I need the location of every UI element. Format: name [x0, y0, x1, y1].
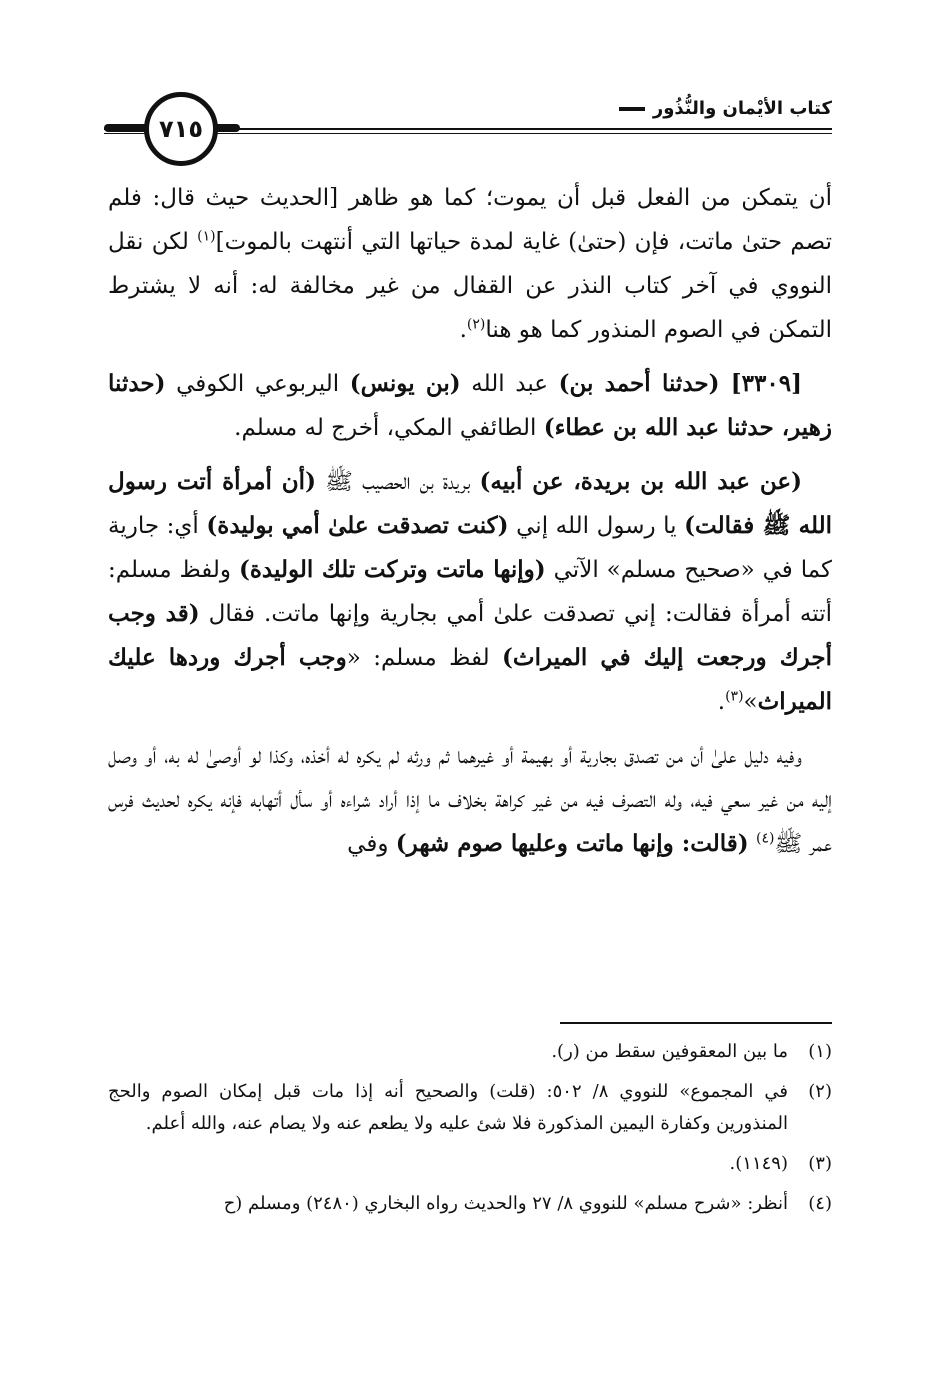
footnote-text: في المجموع» للنووي ٨/ ٥٠٢: (قلت) والصحيح أنه إذا مات قبل إمكان الصوم والحج المنذورين وكفارة اليمين المذكورة فلا شئ عليه ولا يطعم عنه ولا يصام عنه، والله أعلم. — [108, 1081, 788, 1134]
footnote-text: (١١٤٩). — [729, 1153, 788, 1174]
text-run: وفي — [347, 831, 396, 857]
text-run: » — [743, 689, 758, 715]
paragraph-4 — [108, 734, 832, 866]
bold-text-run: (قد وجب أجرك ورجعت إليك في الميراث) — [108, 600, 832, 671]
bold-text-run: وجب أجرك وردها عليك الميراث — [108, 644, 832, 715]
text-run — [749, 831, 756, 857]
text-run: لكن نقل النووي في آخر كتاب النذر عن القفال من غير مخالفة له: أنه لا يشترط التمكن في الصوم المنذور كما هو هنا — [108, 229, 832, 343]
bold-text-run: (حدثنا زهير، حدثنا عبد الله بن عطاء) — [108, 370, 832, 441]
footnote-ref: (٣) — [725, 688, 744, 705]
text-run: عبد الله — [460, 371, 559, 397]
footnote-separator — [560, 1022, 832, 1024]
footnote-ref: (١) — [197, 228, 216, 245]
title-dash — [619, 107, 645, 111]
page-number-badge — [144, 92, 218, 166]
footnote-number: (٤) — [808, 1193, 832, 1214]
footnote-ref: (٢) — [466, 316, 486, 333]
text-run: اليربوعي الكوفي — [165, 371, 350, 397]
bold-text-run: (وإنها ماتت وتركت تلك الوليدة) — [239, 556, 546, 583]
text-run: بريدة بن الحصيب ﷺ — [315, 469, 480, 495]
footnote-text: ما بين المعقوفين سقط من (ر). — [551, 1041, 788, 1062]
footnote — [108, 1188, 832, 1220]
paragraph-1 — [108, 176, 832, 352]
text-run: أي: جارية كما في «صحيح مسلم» الآتي — [108, 513, 832, 583]
footnote — [108, 1036, 832, 1068]
text-run: وفيه دليل علىٰ أن من تصدق بجارية أو بهيمة أو غيرهما ثم ورثه لم يكره له أخذه، وكذا لو أوصىٰ له به، أو وصل إليه من غير سعي فيه، وله التصرف فيه من غير كراهة بخلاف ما إذا أراد شراءه أو سأل أتهابه فإنه يكره لحديث فرس عمر ﷺ — [108, 743, 832, 857]
text-run: لفظ مسلم: « — [346, 645, 503, 671]
paragraph-3 — [108, 460, 832, 724]
text-run: ولفظ مسلم: أتته أمرأة فقالت: إني تصدقت علىٰ أمي بجارية وإنها ماتت. فقال — [108, 557, 832, 627]
footnote-number: (٢) — [808, 1081, 832, 1102]
text-run: أن يتمكن من الفعل قبل أن يموت؛ كما هو ظاهر [الحديث حيث قال: فلم تصم حتىٰ ماتت، فإن (حتىٰ) غاية لمدة حياتها التي أنتهت بالموت] — [108, 185, 832, 255]
paragraph-2 — [108, 362, 832, 450]
footnote-number: (٣) — [808, 1153, 832, 1174]
footnote-ref: (٤) — [755, 830, 775, 847]
footnote-text: أنظر: «شرح مسلم» للنووي ٨/ ٢٧ والحديث رواه البخاري (٢٤٨٠) ومسلم (ح — [223, 1193, 788, 1214]
bold-text-run: (بن يونس) — [349, 370, 461, 397]
running-title — [609, 98, 832, 119]
chapter-title: كتاب الأيْمان والنُّذُور — [652, 98, 832, 119]
bold-text-run: (كنت تصدقت علىٰ أمي بوليدة) — [206, 512, 509, 539]
footnote — [108, 1148, 832, 1180]
page-header — [104, 92, 832, 166]
bold-text-run: (عن عبد الله بن بريدة، عن أبيه) — [479, 468, 802, 495]
text-run: الطائفي المكي، أخرج له مسلم. — [234, 415, 544, 441]
text-run: . — [459, 317, 467, 343]
footnote-number: (١) — [808, 1041, 832, 1062]
bold-text-run: (أن أمرأة أتت رسول الله ﷺ فقالت) — [108, 468, 832, 539]
text-run: يا رسول الله إني — [508, 513, 685, 539]
bold-text-run: [٣٣٠٩] (حدثنا أحمد بن) — [558, 370, 802, 397]
footnotes — [108, 1036, 832, 1228]
main-text — [108, 176, 832, 876]
text-run: . — [717, 689, 726, 715]
footnote — [108, 1076, 832, 1140]
bold-text-run: (قالت: وإنها ماتت وعليها صوم شهر) — [395, 830, 749, 857]
page-number: ٧١٥ — [159, 115, 203, 143]
